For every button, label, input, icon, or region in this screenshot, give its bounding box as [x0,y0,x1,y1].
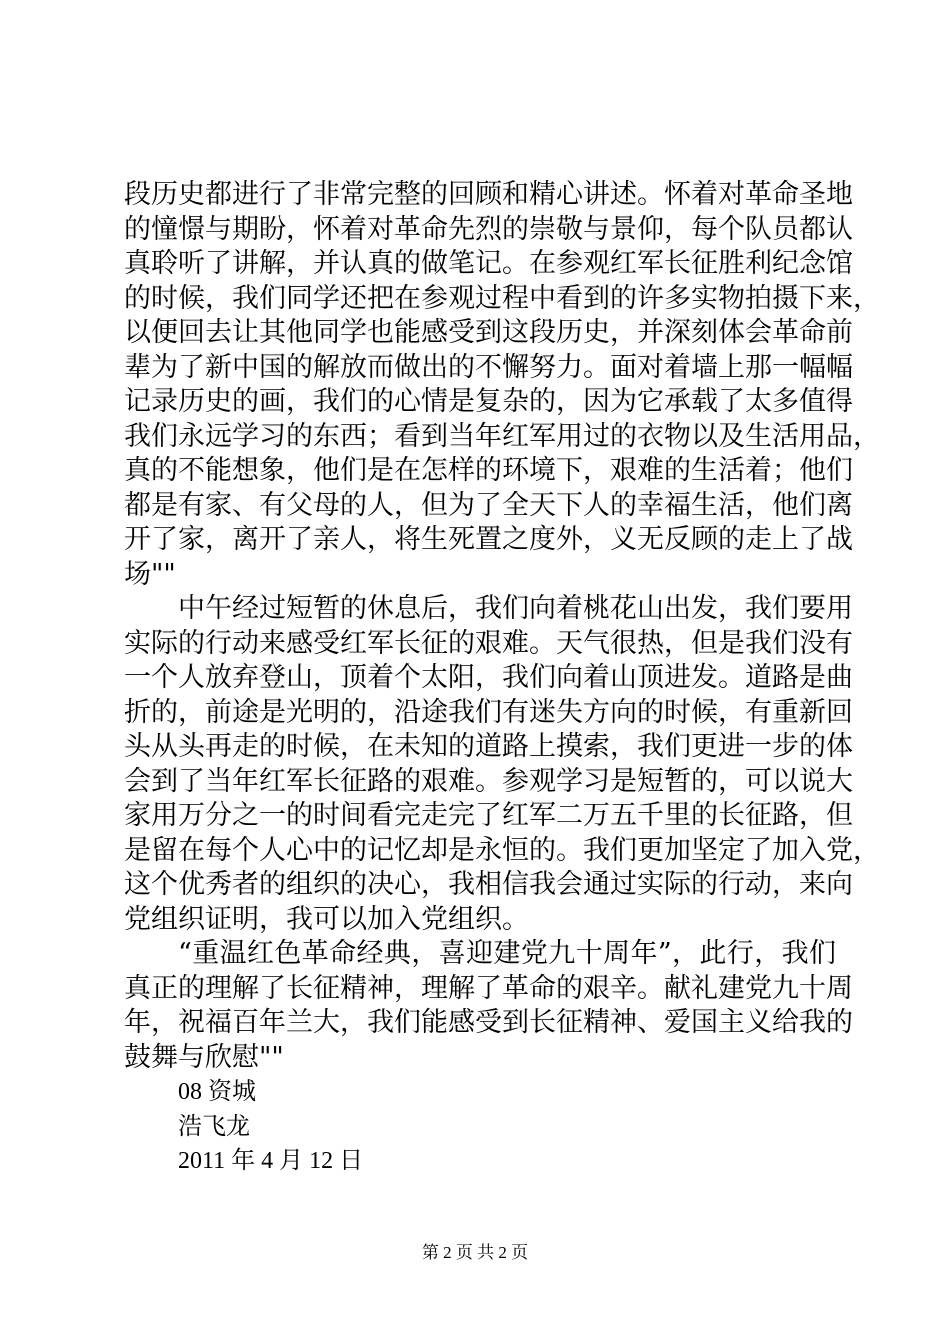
paragraph-1-line: 辈为了新中国的解放而做出的不懈努力。面对着墙上那一幅幅 [124,351,853,383]
paragraph-1-line: 真的不能想象，他们是在怎样的环境下，艰难的生活着；他们 [124,455,853,486]
paragraph-2-line: 折的，前途是光明的，沿途我们有迷失方向的时候，有重新回 [124,696,853,728]
document-body [124,178,880,1179]
paragraph-2-line: 实际的行动来感受红军长征的艰难。天气很热，但是我们没有 [124,627,853,659]
paragraph-2-line: 头从头再走的时候，在未知的道路上摸索，我们更进一步的体 [124,731,853,762]
signature-author: 浩飞龙 [178,1113,250,1140]
paragraph-2-line: 家用万分之一的时间看完走完了红军二万五千里的长征路，但 [124,800,853,831]
paragraph-1-line: 的憧憬与期盼，怀着对革命先烈的崇敬与景仰，每个队员都认 [124,213,853,245]
paragraph-2-first-line: 中午经过短暂的休息后，我们向着桃花山出发，我们要用 [178,593,853,624]
paragraph-3-line: 真正的理解了长征精神，理解了革命的艰辛。献礼建党九十周 [124,972,853,1004]
signature-date: 2011 年 4 月 12 日 [178,1148,364,1174]
paragraph-1-line: 的时候，我们同学还把在参观过程中看到的许多实物拍摄下来， [124,282,880,314]
paragraph-1-line: 以便回去让其他同学也能感受到这段历史，并深刻体会革命前 [124,317,853,348]
signature-class: 08 资城 [178,1079,256,1105]
paragraph-1-line: 真聆听了讲解，并认真的做笔记。在参观红军长征胜利纪念馆 [124,248,853,279]
paragraph-2-line: 是留在每个人心中的记忆却是永恒的。我们更加坚定了加入党， [124,834,880,866]
page-footer: 第 2 页 共 2 页 [421,1243,529,1262]
paragraph-3-first-line: “重温红色革命经典，喜迎建党九十周年”，此行，我们 [178,938,836,969]
paragraph-2-line: 这个优秀者的组织的决心，我相信我会通过实际的行动，来向 [124,869,853,900]
paragraph-1-line: 都是有家、有父母的人，但为了全天下人的幸福生活，他们离 [124,489,853,521]
paragraph-2-last-line: 党组织证明，我可以加入党组织。 [124,903,529,935]
paragraph-2-line: 一个人放弃登山，顶着个太阳，我们向着山顶进发。道路是曲 [124,662,853,693]
paragraph-1-line: 段历史都进行了非常完整的回顾和精心讲述。怀着对革命圣地 [124,179,853,210]
paragraph-1-line: 记录历史的画，我们的心情是复杂的，因为它承载了太多值得 [124,386,853,417]
paragraph-1-line: 开了家，离开了亲人，将生死置之度外，义无反顾的走上了战 [124,524,853,555]
paragraph-1-last-line: 场"" [124,558,176,590]
paragraph-1-line: 我们永远学习的东西；看到当年红军用过的衣物以及生活用品， [124,420,880,452]
paragraph-2-line: 会到了当年红军长征路的艰难。参观学习是短暂的，可以说大 [124,765,853,797]
paragraph-3-last-line: 鼓舞与欣慰"" [124,1041,284,1073]
paragraph-3-line: 年，祝福百年兰大，我们能感受到长征精神、爱国主义给我的 [124,1007,853,1038]
